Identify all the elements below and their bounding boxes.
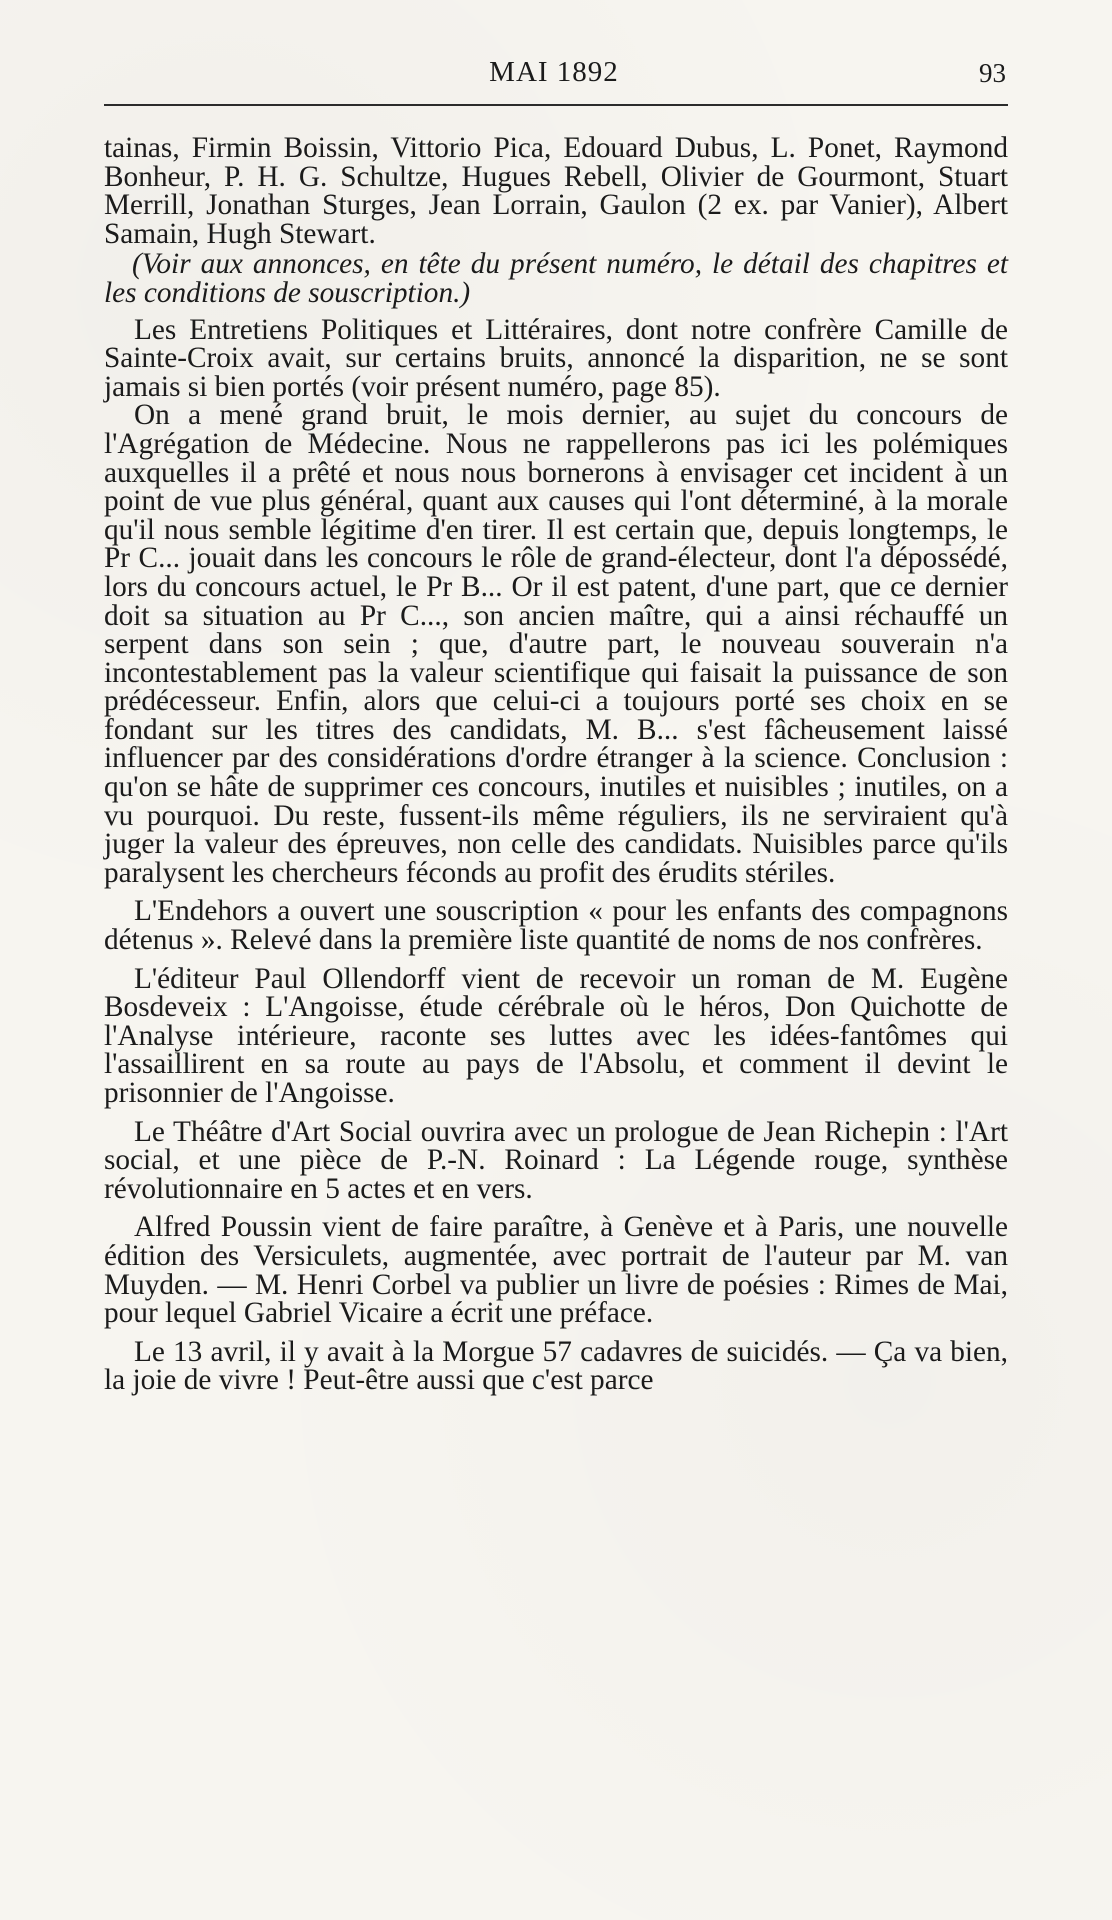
paragraph-ollendorff: L'éditeur Paul Ollendorff vient de recevoir un roman de M. Eugène Bosdeveix : L'Angoisse, étude cérébrale où le héros, Don Quichotte de l'Analyse intérieure, raconte ses luttes avec les idées-fantômes qui l'assaillirent en sa route au pays de l'Absolu, et comment il devint le prisonnier de l'Angoisse. — [104, 962, 1008, 1109]
page-number: 93 — [979, 58, 1006, 88]
header-rule — [104, 104, 1008, 106]
article-text — [104, 134, 1008, 1395]
running-head: MAI 1892 — [489, 56, 619, 88]
paragraph-endehors: L'Endehors a ouvert une souscription « pour les enfants des compagnons détenus ». Relevé dans la première liste quantité de noms de nos confrères. — [104, 895, 1008, 957]
paragraph-morgue: Le 13 avril, il y avait à la Morgue 57 cadavres de suicidés. — Ça va bien, la joie de vivre ! Peut-être aussi que c'est parce — [104, 1335, 1008, 1397]
paragraph-agregation: On a mené grand bruit, le mois dernier, au sujet du concours de l'Agrégation de Médecine. Nous ne rappellerons pas ici les polémiques auxquelles il a prêté et nous nous bornerons à envisager cet incident à un point de vue plus général, quant aux causes qui l'ont déterminé, à la morale qu'il nous semble légitime d'en tirer. Il est certain que, depuis longtemps, le Pr C... jouait dans les concours le rôle de grand-électeur, dont l'a dépossédé, lors du concours actuel, le Pr B... Or il est patent, d'une part, que ce dernier doit sa situation au Pr C..., son ancien maître, qui a ainsi réchauffé un serpent dans son sein ; que, d'autre part, le nouveau souverain n'a incontestablement pas la valeur scientifique qui faisait la puissance de son prédécesseur. Enfin, alors que celui-ci a toujours porté ses choix en se fondant sur les titres des candidats, M. B... s'est fâcheusement laissé influencer par des considérations d'ordre étranger à la science. Conclusion : qu'on se hâte de supprimer ces concours, inutiles et nuisibles ; inutiles, on a vu pourquoi. Du reste, fussent-ils même réguliers, ils ne serviraient qu'à juger la valeur des épreuves, non celle des candidats. Nuisibles parce qu'ils paralysent les chercheurs féconds au profit des érudits stériles. — [104, 399, 1008, 889]
paragraph-poussin: Alfred Poussin vient de faire paraître, à Genève et à Paris, une nouvelle édition des Versiculets, augmentée, avec portrait de l'auteur par M. van Muyden. — M. Henri Corbel va publier un livre de poésies : Rimes de Mai, pour lequel Gabriel Vicaire a écrit une préface. — [104, 1211, 1008, 1330]
paragraph-theatre: Le Théâtre d'Art Social ouvrira avec un prologue de Jean Richepin : l'Art social, et une pièce de P.-N. Roinard : La Légende rouge, synthèse révolutionnaire en 5 actes et en vers. — [104, 1115, 1008, 1205]
paragraph-entretiens: Les Entretiens Politiques et Littéraires, dont notre confrère Camille de Sainte-Croix avait, sur certains bruits, annoncé la disparition, ne se sont jamais si bien portés (voir présent numéro, page 85). — [104, 313, 1008, 403]
paragraph-subscription-note: (Voir aux annonces, en tête du présent numéro, le détail des chapitres et les conditions de souscription.) — [104, 248, 1008, 309]
page-header — [100, 56, 1008, 92]
paragraph-names-list: tainas, Firmin Boissin, Vittorio Pica, Edouard Dubus, L. Ponet, Raymond Bonheur, P. H. G. Schultze, Hugues Rebell, Olivier de Gourmont, Stuart Merrill, Jonathan Sturges, Jean Lorrain, Gaulon (2 ex. par Vanier), Albert Samain, Hugh Stewart. — [104, 132, 1008, 250]
